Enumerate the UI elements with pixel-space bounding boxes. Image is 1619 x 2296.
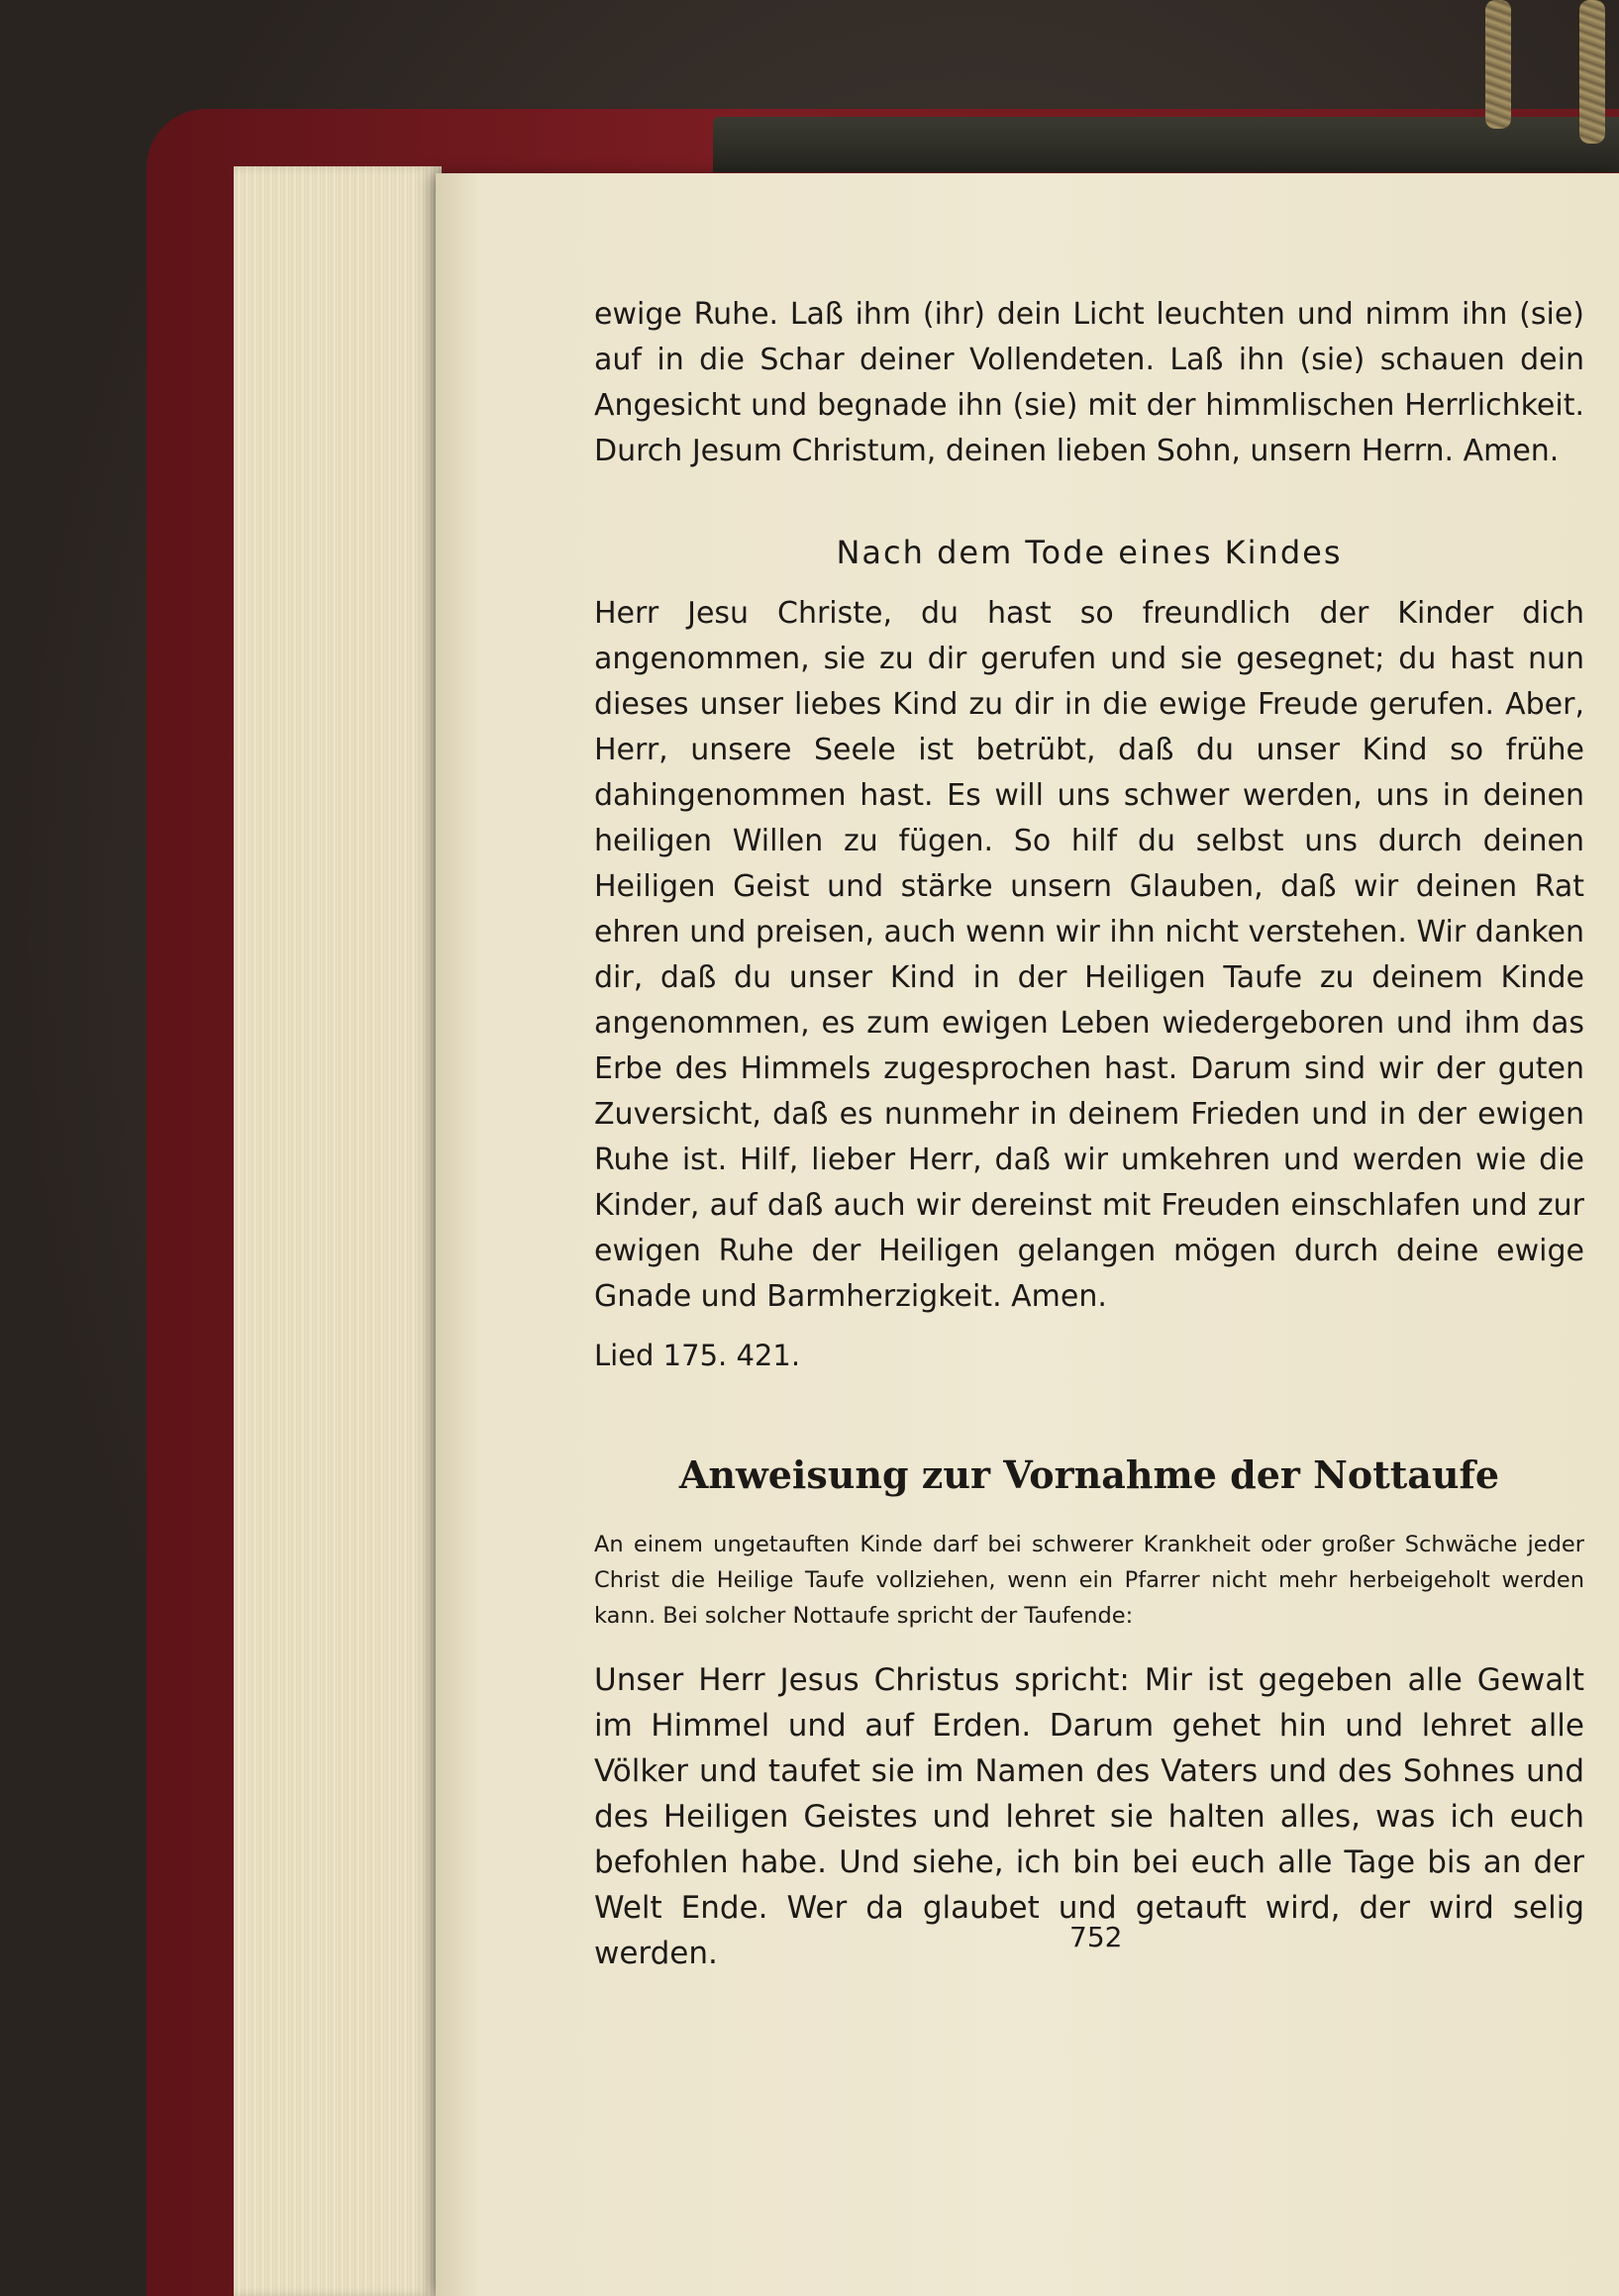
scripture-text: Unser Herr Jesus Christus spricht: Mir ist gegeben alle Gewalt im Himmel und auf Erden. Darum gehet hin und lehret alle Völker und taufet sie im Namen des Vaters und des Sohnes und des Heiligen Geistes und lehret sie halten alles, was ich euch befohlen habe. Und siehe, ich bin bei euch alle Tage bis an der Welt Ende. Wer da glaubet und getauft wird, der wird selig werden. (594, 1662, 1584, 1971)
instruction-text: An einem ungetauften Kinde darf bei schwerer Krankheit oder großer Schwäche jeder Christ die Heilige Taufe vollziehen, wenn ein Pfarrer nicht mehr herbeigeholt werden kann. Bei solcher Nottaufe spricht der Taufende: (594, 1532, 1584, 1629)
bookmark-ribbon (1485, 0, 1511, 129)
page-number: 752 (1069, 1921, 1123, 1953)
section-title: Anweisung zur Vornahme der Nottaufe (678, 1452, 1500, 1497)
prayer-heading: Nach dem Tode eines Kindes (836, 534, 1343, 571)
book-cover-spine-band (713, 117, 1619, 172)
hymn-reference: Lied 175. 421. (594, 1339, 801, 1372)
page-text (594, 292, 1584, 1976)
page-edges (234, 166, 442, 2296)
prayer-text: Herr Jesu Christe, du hast so freundlich der Kinder dich angenommen, sie zu dir gerufen und sie gesegnet; du hast nun dieses unser liebes Kind zu dir in die ewige Freude gerufen. Aber, Herr, unsere Seele ist betrübt, daß du unser Kind so frühe dahingenommen hast. Es will uns schwer werden, uns in deinen heiligen Willen zu fügen. So hilf du selbst uns durch deinen Heiligen Geist und stärke unsern Glauben, daß wir deinen Rat ehren und preisen, auch wenn wir ihn nicht verstehen. Wir danken dir, daß du unser Kind in der Heiligen Taufe zu deinem Kinde angenommen, es zum ewigen Leben wiedergeboren und ihm das Erbe des Himmels zugesprochen hast. Darum sind wir der guten Zuversicht, daß es nunmehr in deinem Frieden und in der ewigen Ruhe ist. Hilf, lieber Herr, daß wir umkehren und werden wie die Kinder, auf daß auch wir dereinst mit Freuden einschlafen und zur ewigen Ruhe der Heiligen gelangen mögen durch deine ewige Gnade und Barmherzigkeit. Amen. (594, 596, 1584, 1314)
top-paragraph: ewige Ruhe. Laß ihm (ihr) dein Licht leuchten und nimm ihn (sie) auf in die Schar deiner Vollendeten. Laß ihn (sie) schauen dein Angesicht und begnade ihn (sie) mit der himmlischen Herrlichkeit. Durch Jesum Christum, deinen lieben Sohn, unsern Herrn. Amen. (594, 297, 1584, 468)
bookmark-ribbon (1579, 0, 1605, 144)
